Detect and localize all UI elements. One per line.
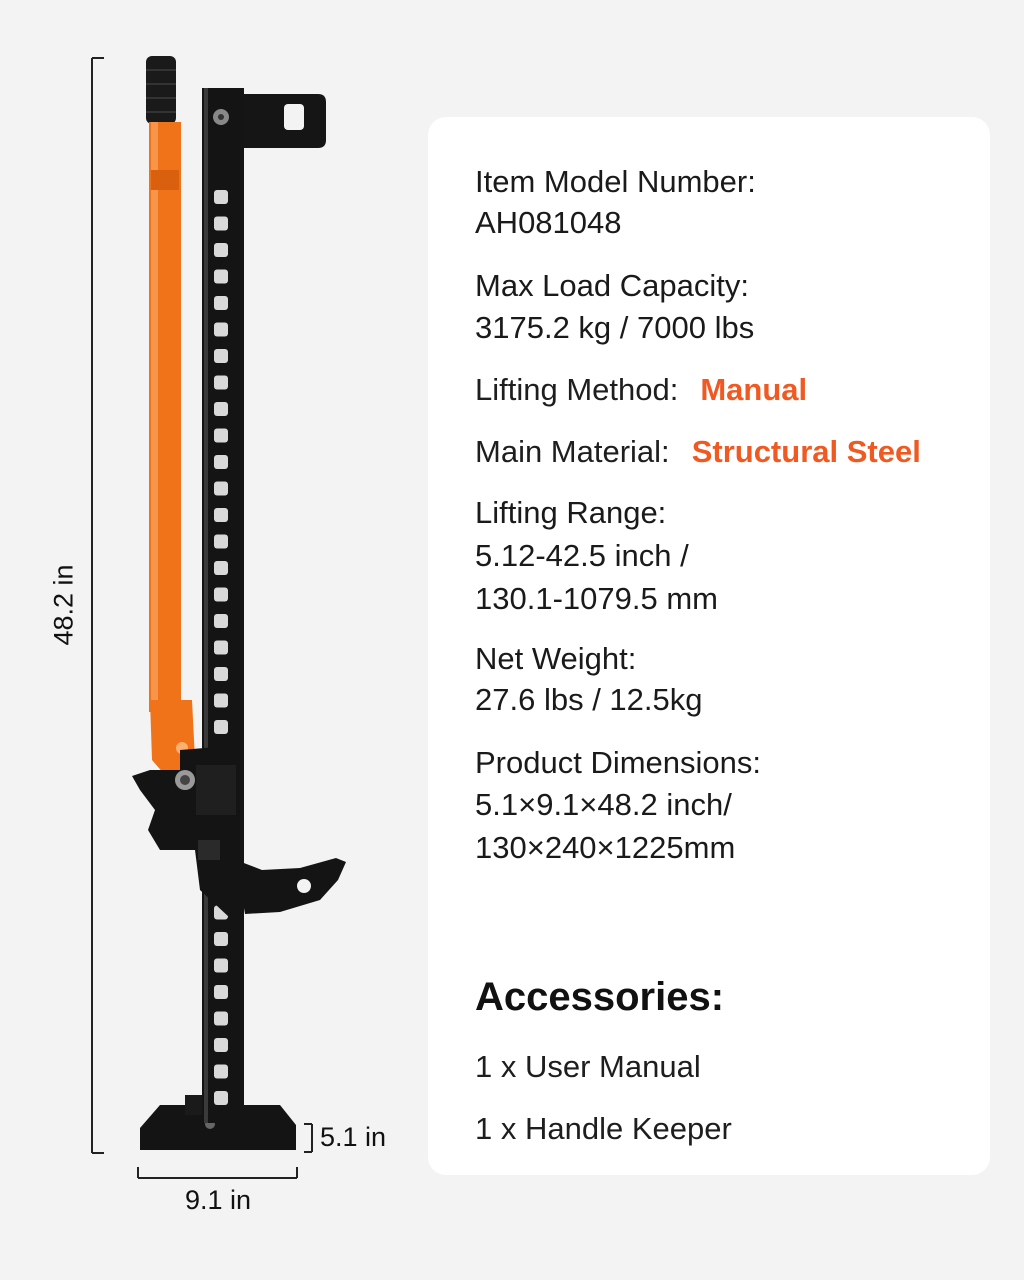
spec-model-value: AH081048 <box>475 205 622 240</box>
depth-dimension: 5.1 in <box>320 1122 387 1152</box>
height-dimension: 48.2 in <box>48 564 79 646</box>
spec-method-value: Manual <box>700 372 808 407</box>
rail-hole <box>214 561 228 575</box>
spec-method-row <box>475 370 807 410</box>
spec-material-row <box>475 432 921 472</box>
rail-hole <box>214 296 228 310</box>
accessory-item: 1 x User Manual <box>475 1049 701 1084</box>
rail-hole <box>214 270 228 284</box>
spec-range-value-2: 130.1-1079.5 mm <box>475 581 718 616</box>
accessories-title: Accessories: <box>475 975 725 1019</box>
width-dimension-line <box>138 1167 297 1178</box>
lifting-lever <box>236 858 346 914</box>
rail-hole <box>214 323 228 337</box>
rail-hole <box>214 694 228 708</box>
depth-dimension-line <box>304 1124 312 1152</box>
spec-card <box>428 117 990 1175</box>
accessory-item: 1 x Handle Keeper <box>475 1111 732 1146</box>
rail-hole <box>214 985 228 999</box>
rail-hole <box>214 349 228 363</box>
spec-model-label: Item Model Number: <box>475 164 756 199</box>
rail-hole <box>214 429 228 443</box>
rail-hole <box>214 1038 228 1052</box>
spec-range-label: Lifting Range: <box>475 495 667 530</box>
spec-material-value: Structural Steel <box>691 434 921 469</box>
spec-capacity-label: Max Load Capacity: <box>475 268 749 303</box>
width-dimension: 9.1 in <box>185 1185 252 1215</box>
rail-hole <box>214 482 228 496</box>
spec-dims-value-2: 130×240×1225mm <box>475 830 736 865</box>
rail-hole <box>214 614 228 628</box>
spec-range-value-1: 5.12-42.5 inch / <box>475 538 689 573</box>
rail-hole <box>214 376 228 390</box>
spec-material-label: Main Material: <box>475 434 670 469</box>
rail-hole <box>214 217 228 231</box>
spec-dims-label: Product Dimensions: <box>475 745 762 780</box>
rail-hole <box>214 1012 228 1026</box>
rail-hole <box>214 508 228 522</box>
rail-hole <box>214 588 228 602</box>
handle-grip <box>146 56 176 124</box>
rail-hole <box>214 455 228 469</box>
spec-weight-label: Net Weight: <box>475 641 637 676</box>
spec-weight-value: 27.6 lbs / 12.5kg <box>475 682 703 717</box>
spec-method-label: Lifting Method: <box>475 372 679 407</box>
rail-hole <box>214 667 228 681</box>
rail-hole <box>214 190 228 204</box>
rail-hole <box>214 932 228 946</box>
rail-hole <box>214 402 228 416</box>
rail-hole <box>214 535 228 549</box>
spec-dims-value-1: 5.1×9.1×48.2 inch/ <box>475 787 732 822</box>
spec-capacity-value: 3175.2 kg / 7000 lbs <box>475 310 755 345</box>
rail-hole <box>214 243 228 257</box>
rail-hole <box>214 1065 228 1079</box>
rail-hole <box>214 720 228 734</box>
rail-hole <box>214 959 228 973</box>
rail-hole <box>214 641 228 655</box>
rail-hole <box>214 1091 228 1105</box>
height-dimension-line <box>92 58 104 1153</box>
